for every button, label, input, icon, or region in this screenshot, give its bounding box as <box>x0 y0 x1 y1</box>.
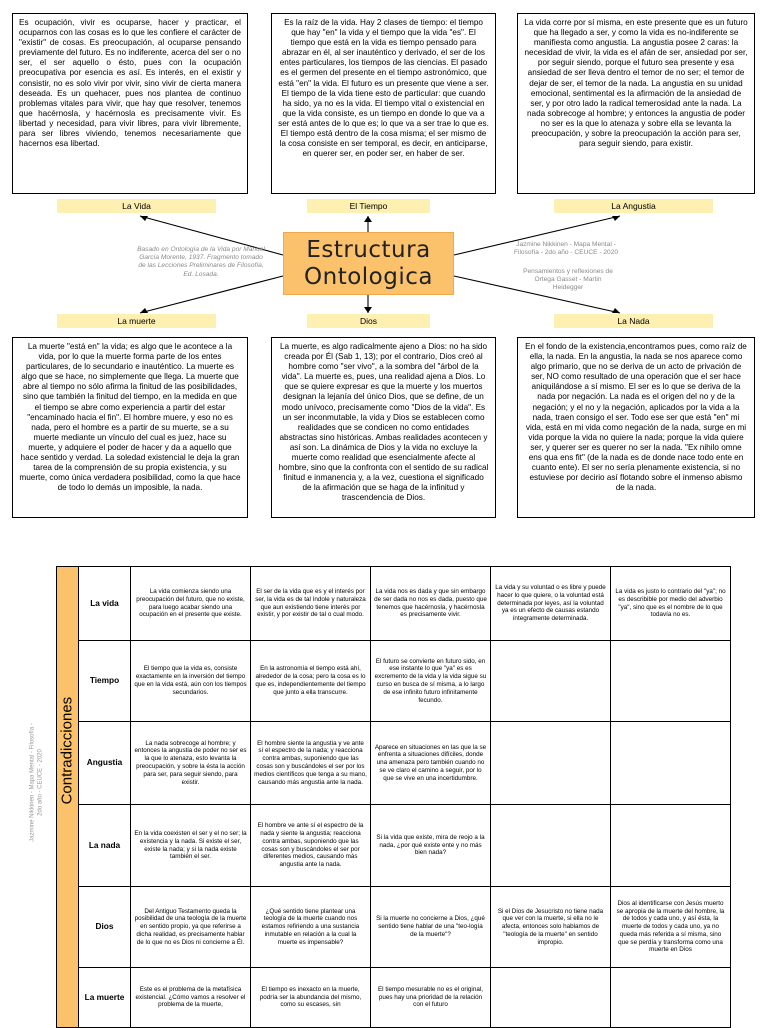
table-cell <box>491 968 611 1028</box>
table-cell: La vida y su voluntad o es libre y puede hacer lo que quiere, o la voluntad está determinada por leyes, así la voluntad ya es un efecto de causas estando íntegramente determinada. <box>491 567 611 641</box>
row-header: La muerte <box>79 968 131 1028</box>
table-row <box>57 567 731 641</box>
table-cell <box>491 805 611 887</box>
label-dios: Dios <box>307 314 430 328</box>
page-title: Estructura Ontologica <box>283 232 454 295</box>
table-cell <box>611 722 731 805</box>
label-la-angustia: La Angustia <box>554 199 713 213</box>
label-el-tiempo: El Tiempo <box>307 199 430 213</box>
table-cell <box>491 641 611 722</box>
table-cell: El tiempo que la vida es, consiste exactamente en la inversión del tiempo que en la vida está, aún con los tiempos secundarios. <box>131 641 251 722</box>
row-header: Dios <box>79 887 131 968</box>
table-cell: ¿Qué sentido tiene plantear una teología de la muerte cuando nos estamos refiriendo a una sustancia inmutable en relación a la cual la muerte es impensable? <box>251 887 371 968</box>
box-la-vida: Es ocupación, vivir es ocuparse, hacer y practicar, el ocuparnos con las cosas es lo que les confiere el carácter de "existir" de cosas. Es preocupación, al ocuparse pensando previamente del futuro. Es no indiferente, acerca del ser o no ser, el ser aquello o ésto, pues con la ocupación preocupativa por esencia es así. Es interés, en el existir y consistir, no es solo vivir por vivir, sino vivir de cierta manera deseada. Es un quehacer, pues nos plantea de continuo problemas vitales para vivir, que hay que resolver, tenemos que hacérnosla, y hacérnosla es precisamente vivir. Es libertad y necesidad, para vivir libres, para vivir libremente, para ser libres viviendo, tenemos necesariamente que hacernos esa libertad. <box>12 13 248 194</box>
table-cell: Del Antiguo Testamento queda la posibilidad de una teología de la muerte en sentido propio, ya que referirse a dicha realidad, es precisamente hablar de lo que no es Dios ni concierne a Él. <box>131 887 251 968</box>
table-cell <box>491 722 611 805</box>
table-cell: Si el Dios de Jesucristo no tiene nada que ver con la muerte, si ella no le afecta, entonces solo hablamos de "teología de la muerte" en sentido impropio. <box>491 887 611 968</box>
table-cell: La vida nos es dada y que sin embargo de ser dada no nos es dada, puesto que tenemos que hacérnosla, y hacérnosla es precisamente vivir. <box>371 567 491 641</box>
author-note: Jazmine Nikkinen - Mapa Mental - Filosofía - 2do año - CEUCE - 2020 <box>513 241 619 257</box>
table-cell: La nada sobrecoge al hombre; y entonces la angustia de poder no ser es la que lo atenaza, esto levanta la preocupación, y sobre la ésta la acción para ser, para seguir siendo, para existir. <box>131 722 251 805</box>
table-row <box>57 722 731 805</box>
table-cell: El futuro se convierte en futuro sido, en ese instante lo que "ya" es es excremento de la vida y la vida sigue su curso en busca de sí misma, a lo largo de ese infinito futuro infinitamente fecundo. <box>371 641 491 722</box>
table-row <box>57 805 731 887</box>
table-cell: La vida comienza siendo una preocupación del futuro, que no existe, para luego acabar siendo una ocupación en el presente que existe. <box>131 567 251 641</box>
label-la-nada: La Nada <box>554 314 713 328</box>
table-cell <box>611 805 731 887</box>
table-cell: Dios al identificarse con Jesús muerto se apropia de la muerte del hombre, la de todos y cada uno, y así ésta, la muerte de todos y cada uno, ya no queda más referida a sí misma, sino que se perdía y transforma como una muerte en Dios <box>611 887 731 968</box>
contradictions-table <box>56 566 731 1028</box>
side-credit: Jazmine Nikkinen - Mapa Mental - Filosofía - 2do año - CEUCE - 2020 <box>29 723 43 842</box>
box-la-muerte: La muerte "está en" la vida; es algo que le acontece a la vida, por lo que la muerte forma parte de los entes particulares, de lo secundario e inauténtico. La muerte es algo que se hace, no simplemente que llega. La muerte que abre al tiempo no sólo afirma la finitud de las posibilidades, sino que también la finitud del tiempo, en la medida en que el tiempo se abre como experiencia a partir del estar "encaminado hacia el fin". El hombre muere, y eso no es nada, pero el hombre es a partir de su muerte, se a su muerte mediante un vínculo del cual es juez, hace su muerte, y adquiere el poder de hacer y da a aquello que hace sentido y verdad. La soledad existencial le deja la gran tarea de la comprensión de su propia existencia, y su muerte, como única verdadera posibilidad, como la que hace de todo lo demás un imposible, la nada. <box>12 337 248 518</box>
table-cell: Este es el problema de la metafísica existencial. ¿Cómo vamos a resolver el problema de la muerte, <box>131 968 251 1028</box>
table-cell: En la astronomía el tiempo está ahí, alrededor de la cosa; pero la cosa es lo que es, independientemente del tiempo que junto a ella transcurre. <box>251 641 371 722</box>
side-label <box>57 567 79 1028</box>
label-la-muerte: La muerte <box>57 314 216 328</box>
box-dios: La muerte, es algo radicalmente ajeno a Dios: no ha sido creada por Él (Sab 1, 13); por el contrario, Dios creó al hombre como "ser vivo", a la sombra del "árbol de la vida". La muerte es, pues, una realidad ajena a Dios. Lo que se quiere expresar es que la muerte y los muertos designan la lejanía del único Dios, que se define, de un modo unívoco, precisamente como "Dios de la vida". Es un ser inconmutable, la vida y Dios se establecen como realidades que se condicen no como entidades abstractas sino históricas. Ambas realidades acontecen y así son. La dinámica de Dios y la vida no excluye la muerte como realidad que esencialmente afecte al hombre, sino que la confronta con el sentido de su radical finitud e inmanencia y, a la vez, cuestiona el significado de la afirmación que se haga de la infinitud y trascendencia de Dios. <box>271 337 496 518</box>
table-cell: La vida es justo lo contrario del "ya"; no es describible por medio del adverbio "ya", sino que es el nombre de lo que todavía no es. <box>611 567 731 641</box>
table-cell: Si la muerte no concierne a Dios, ¿qué sentido tiene hablar de una "teo-logía de la muerte"? <box>371 887 491 968</box>
box-el-tiempo: Es la raíz de la vida. Hay 2 clases de tiempo: el tiempo que hay "en" la vida y el tiempo que la vida "es". El tiempo que está en la vida es tiempo pensado para abrazar en él, al ser inauténtico y derivado, el ser de los entes particulares, los tiempos de las ciencias. El pasado es el germen del presente en el tiempo astronómico, que está "en" la vida. El futuro es un presente que viene a ser. El tiempo de la vida tiene esto de particular: que cuando ha sido, ya no es la vida. El tiempo vital o existencial en que la vida consiste, es un tiempo en donde lo que va a ser está antes de lo que es; lo que va a ser trae lo que es. El tiempo está dentro de la cosa misma; el ser mismo de la cosa consiste en ser temporal, es decir, en anticiparse, en querer ser, en poder ser, en haber de ser. <box>271 13 496 194</box>
table-cell: El ser de la vida que es y el interés por ser, la vida es de tal índole y naturaleza que aun existiendo tiene interés por existir, y por existir de tal o cual modo. <box>251 567 371 641</box>
table-row <box>57 887 731 968</box>
box-la-angustia: La vida corre por sí misma, en este presente que es un futuro que ha llegado a ser, y como la vida es no-indiferente se manifiesta como angustia. La angustia posee 2 caras: la necesidad de vivir, la vida es el afán de ser, ansiedad por ser, por seguir siendo, porque el futuro sea presente y esa ansiedad de ser lleva dentro el temor de no ser; el temor de dejar de ser, el temor de la nada. La angustia en su unidad emocional, sentimental es la afirmación de la ansiedad de ser, y por otro lado la radical temerosidad ante la nada. La nada sobrecoge al hombre; y entonces la angustia de poder no ser es la que lo atenaza y sobre ella se levanta la preocupación, y sobre la preocupación la acción para ser, para seguir siendo, para existir. <box>517 13 755 194</box>
box-la-nada: En el fondo de la existencia,encontramos pues, como raíz de ella, la nada. En la angustia, la nada se nos aparece como algo primario, que no se deriva de un acto de privación de ser, NO como resultado de una operación que el ser hace aniquilándose a sí mismo. El ser es lo que se deriva de la nada por negación. La nada es el origen del no y de la negación; y el no y la negación, aplicados por la vida a la nada, traen consigo el ser. Todo ese ser que está "en" mi vida, está en mi vida como negación de la nada, surge en mi vida porque la vida no quiere la nada; porque la vida quiere ser, y querer ser es querer no ser la nada. "Ex nihilo omne ens qua ens fit" (de la nada es de donde nace todo ente en cuanto ente). El ser no sería plenamente existencia, si no estuviese por decirio así flotando sobre el inmenso abismo de la nada. <box>517 337 755 518</box>
row-header: La nada <box>79 805 131 887</box>
label-la-vida: La Vida <box>57 199 216 213</box>
row-header: La vida <box>79 567 131 641</box>
source-note: Basado en Ontología de la Vida por Manuel García Morente, 1937. Fragmento tomado de las Lecciones Preliminares de Filosofía, Ed. Losada. <box>137 246 265 278</box>
row-header: Tiempo <box>79 641 131 722</box>
row-header: Angustia <box>79 722 131 805</box>
author-note-2: Pensamientos y reflexiones de Ortega Gasset - Martin Heidegger <box>523 268 613 292</box>
table-cell: Si la vida que existe, mira de reojo a la nada, ¿por qué existe ente y no más bien nada? <box>371 805 491 887</box>
table-cell <box>611 968 731 1028</box>
table-cell: Aparece en situaciones en las que la se enfrenta a situaciones difíciles, donde una amenaza pero también cuando no se ve claro el camino a seguir, por lo que se vive en una incertidumbre. <box>371 722 491 805</box>
table-cell: El hombre siente la angustia y ve ante sí el espectro de la nada; y reacciona contra ambas, suponiendo que las cosas son y buscándoles el ser por los medios científicos que tenga a su mano, causando más angustia ante la nada. <box>251 722 371 805</box>
table-row <box>57 968 731 1028</box>
table-cell: En la vida coexisten el ser y el no ser; la existencia y la nada. Si existe el ser, existe la nada; y si la nada existe también el ser. <box>131 805 251 887</box>
table-cell: El tiempo mesurable no es el original, pues hay una prioridad de la relación con el futuro <box>371 968 491 1028</box>
table-cell: El tiempo es inexacto en la muerte, podría ser la abundancia del mismo, como su escases, sin <box>251 968 371 1028</box>
table-cell: El hombre ve ante sí el espectro de la nada y siente la angustia; reacciona contra ambas, suponiendo que las cosas son y buscándoles el ser por diferentes medios, causando más angustia ante la nada. <box>251 805 371 887</box>
table-cell <box>611 641 731 722</box>
table-row <box>57 641 731 722</box>
side-label-text: Contradicciones <box>58 696 76 805</box>
